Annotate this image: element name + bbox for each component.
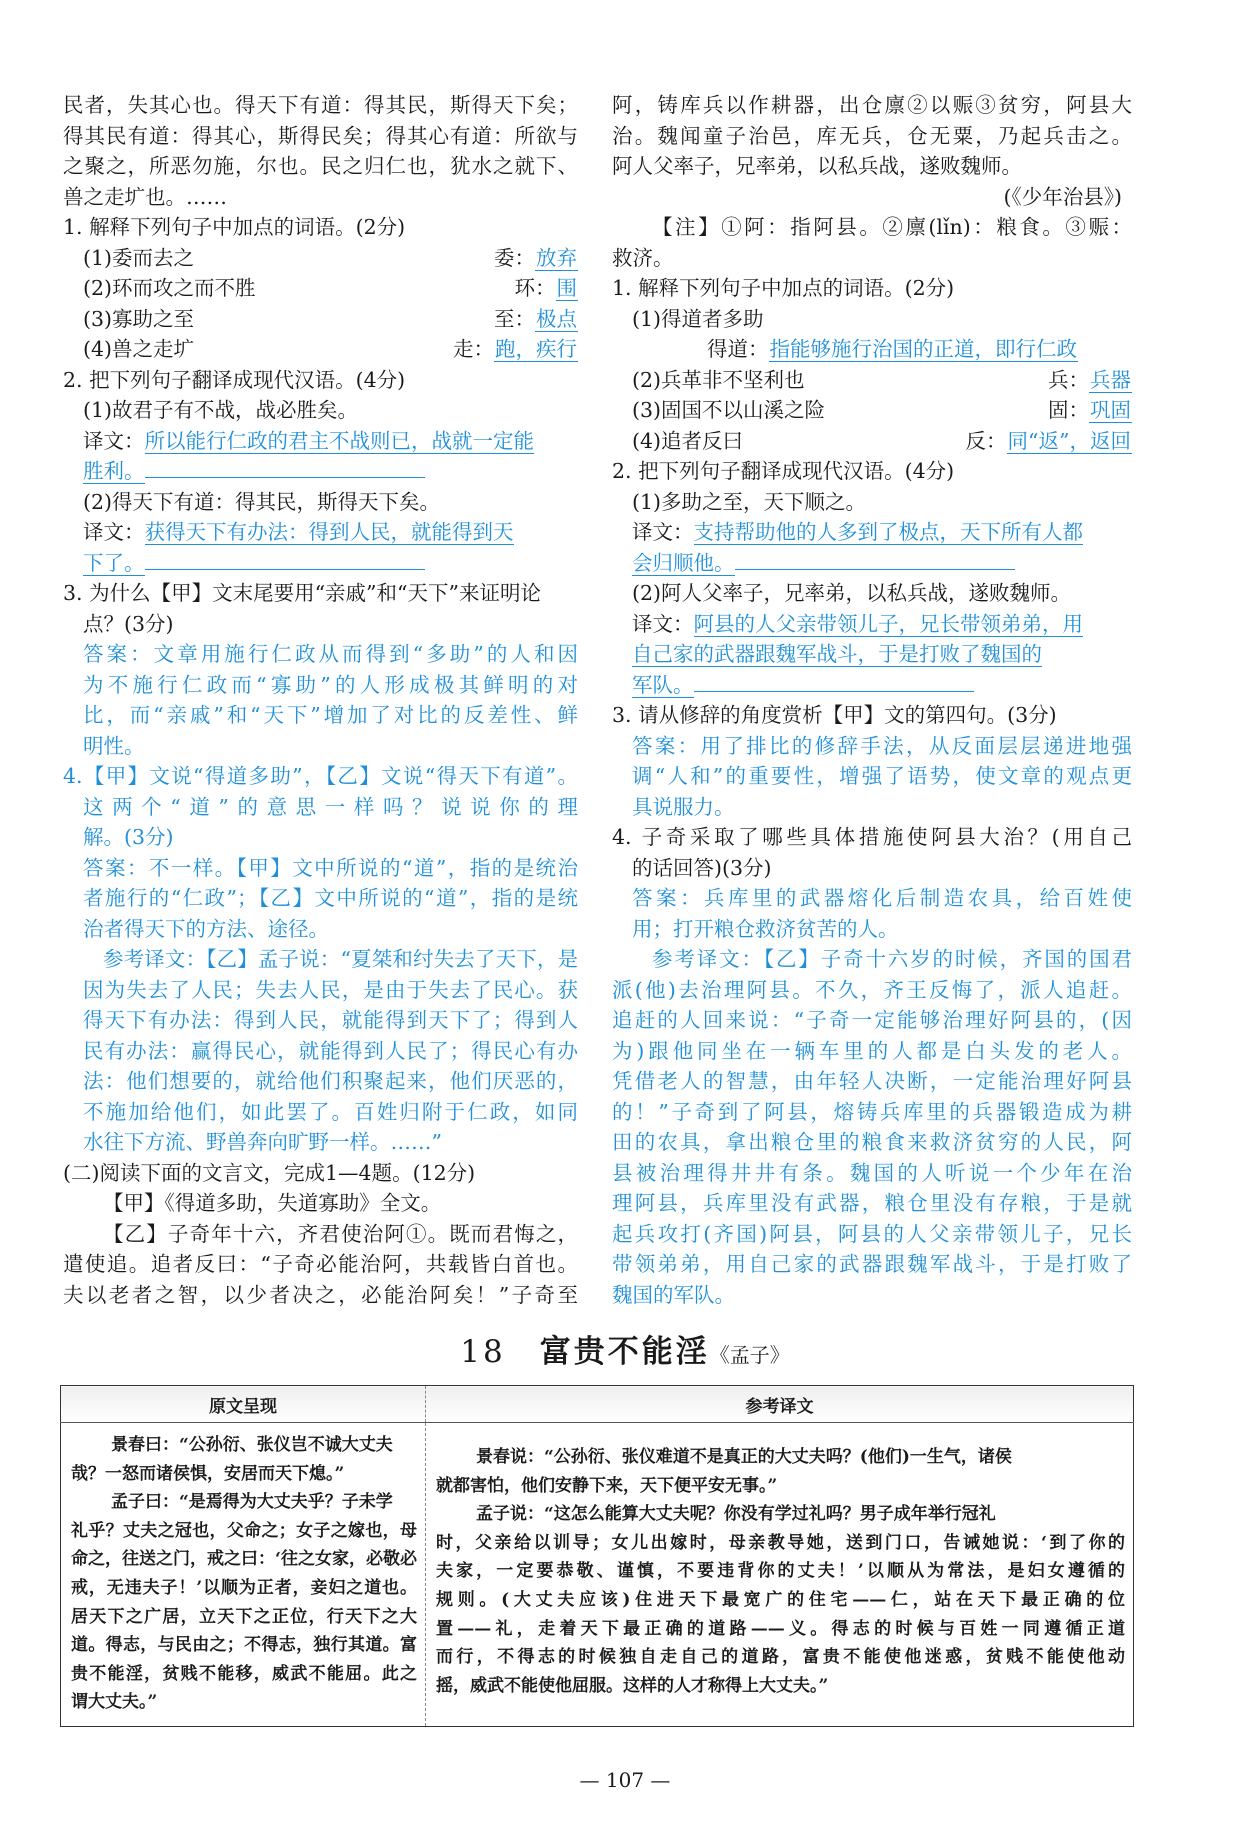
- note-line: 救济。: [612, 245, 674, 270]
- q2-answer-2-cont[interactable]: 军队。: [612, 670, 1132, 701]
- q1-item-1: (1)得道者多助: [632, 306, 764, 331]
- q3-answer-line: 比，而“亲戚”和“天下”增加了对比的反差性、鲜: [83, 703, 578, 727]
- table-line: 景春说：“公孙衍、张仪难道不是真正的大丈夫吗？(他们)一生气，诸侯: [476, 1447, 1012, 1467]
- answer-blank[interactable]: 跑，疾行: [495, 337, 577, 361]
- table-line: 礼乎？丈夫之冠也，父命之；女子之嫁也，母: [71, 1520, 417, 1541]
- q1-item-3: (3)固国不以山溪之险 固：巩固: [632, 398, 1131, 422]
- table-line: 居天下之广居，立天下之正位，行天下之大: [71, 1606, 417, 1627]
- q1-item-2: (2)环而攻之而不胜 环：围: [83, 276, 577, 300]
- table-line: 贵不能淫，贫贱不能移，威武不能屈。此之: [71, 1663, 417, 1684]
- q2-sentence-1: (1)多助之至，天下顺之。: [632, 489, 867, 514]
- table-line: 时，父亲给以训导；女儿出嫁时，母亲教导她，送到门口，告诫她说：‘到了你的: [436, 1532, 1125, 1553]
- q2-answer-2[interactable]: 译文：获得天下有办法：得到人民，就能得到天: [83, 520, 514, 544]
- reference-translation-line: 水往下方流、野兽奔向旷野一样。……”: [83, 1130, 442, 1154]
- question-3-stem: 3. 为什么【甲】文末尾要用“亲戚”和“天下”来证明论: [63, 581, 541, 605]
- reference-translation-line: 不施加给他们，如此罢了。百姓归附于仁政，如同: [83, 1099, 578, 1124]
- question-3-stem-cont: 点？(3分): [83, 611, 174, 636]
- table-header-original: 原文呈现: [61, 1386, 426, 1423]
- q2-answer-1[interactable]: 译文：支持帮助他的人多到了极点，天下所有人都: [632, 520, 1083, 544]
- table-line: 命之，往送之门，戒之曰：‘往之女家，必敬必: [71, 1549, 417, 1570]
- passage-line: 民者，失其心也。得天下有道：得其民，斯得天下矣；: [63, 93, 578, 117]
- q4-answer-line: 用；打开粮仓救济贫苦的人。: [632, 916, 899, 941]
- passage-line: 之聚之，所恶勿施，尔也。民之归仁也，犹水之就下、: [63, 154, 578, 178]
- q2-sentence-2: (2)阿人父率子，兄率弟，以私兵战，遂败魏师。: [632, 581, 1072, 605]
- left-column: [63, 90, 578, 1310]
- question-2-stem: 2. 把下列句子翻译成现代汉语。(4分): [612, 459, 955, 483]
- lesson-name: 富贵不能淫: [539, 1334, 710, 1370]
- q2-sentence-1: (1)故君子有不战，战必胜矣。: [83, 398, 359, 422]
- q4-answer-line: 答案：兵库里的武器熔化后制造农具，给百姓使: [632, 886, 1132, 910]
- passage-line: 阿人父率子，兄率弟，以私兵战，遂败魏师。: [612, 154, 1022, 178]
- q2-answer-1-cont[interactable]: 胜利。: [63, 456, 578, 487]
- table-line: 夫家，一定要恭敬、谨慎，不要违背你的丈夫！’以顺从为常法，是妇女遵循的: [436, 1561, 1125, 1582]
- passage-yi-line: 遣使追。追者反曰：“子奇必能治阿，共载皆白首也。: [63, 1252, 578, 1276]
- translation-text-cell: [426, 1423, 1134, 1727]
- passage-line: 阿，铸库兵以作耕器，出仓廪②以赈③贫穷，阿县大: [612, 93, 1132, 117]
- note-line: 【注】①阿：指阿县。②廪(lǐn)：粮食。③赈：: [652, 215, 1132, 239]
- reference-translation-line: 理阿县，兵库里没有武器，粮仓里没有存粮，于是就: [612, 1191, 1132, 1215]
- table-line: 戒，无违夫子！’以顺为正者，妾妇之道也。: [71, 1577, 417, 1598]
- q1-item-4: (4)兽之走圹 走：跑，疾行: [83, 337, 577, 361]
- q2-answer-2-cont[interactable]: 下了。: [63, 548, 578, 579]
- reference-translation-line: 的！”子奇到了阿县，熔铸兵库里的兵器锻造成为耕: [612, 1099, 1132, 1124]
- question-1-stem: 1. 解释下列句子中加点的词语。(2分): [612, 276, 955, 300]
- q3-answer-line: 明性。: [83, 733, 145, 758]
- table-line: 哉？一怒而诸侯惧，安居而天下熄。”: [71, 1463, 345, 1484]
- q1-item-1: (1)委而去之 委：放弃: [63, 243, 578, 274]
- answer-blank[interactable]: 巩固: [1090, 398, 1131, 422]
- table-line: 摇，威武不能使他屈服。这样的人才称得上大丈夫。”: [436, 1675, 829, 1696]
- reference-translation-line: 参考译文：【乙】子奇十六岁的时候，齐国的国君: [652, 947, 1132, 971]
- page-number: — 107 —: [579, 1768, 671, 1792]
- q4-answer-line: 答案：不一样。【甲】文中所说的“道”，指的是统治: [83, 855, 578, 880]
- reference-translation-line: 县被治理得井井有条。魏国的人听说一个少年在治: [612, 1160, 1132, 1185]
- original-text-cell: [61, 1423, 426, 1727]
- answer-blank[interactable]: 放弃: [536, 245, 577, 270]
- q4-answer-line: 治者得天下的方法、途径。: [83, 916, 329, 941]
- passage-jia: 【甲】《得道多助，失道寡助》全文。: [103, 1191, 442, 1215]
- answer-blank[interactable]: 同“返”，返回: [1007, 428, 1131, 453]
- question-4-stem: 4. 子奇采取了哪些具体措施使阿县大治？(用自己: [612, 825, 1132, 849]
- lesson-source: 《孟子》: [709, 1343, 790, 1367]
- reference-translation-line: 为)跟他同坐在一辆车里的人都是白头发的老人。: [612, 1038, 1132, 1063]
- q2-answer-2-cont[interactable]: 自己家的武器跟魏军战斗，于是打败了魏国的: [632, 642, 1042, 666]
- reference-translation-line: 追赶的人回来说：“子奇一定能够治理好阿县的，(因: [612, 1008, 1132, 1032]
- answer-blank[interactable]: 围: [556, 276, 577, 300]
- table-line: 孟子说：“这怎么能算大丈夫呢？你没有学过礼吗？男子成年举行冠礼: [476, 1504, 996, 1525]
- reference-translation-line: 田的农具，拿出粮仓里的粮食来救济贫穷的人民，阿: [612, 1130, 1132, 1154]
- question-4-stem-cont: 这两个“道”的意思一样吗？说说你的理: [83, 794, 578, 819]
- table-line: 规则。(大丈夫应该)住进天下最宽广的住宅——仁，站在天下最正确的位: [436, 1589, 1125, 1610]
- question-1-stem: 1. 解释下列句子中加点的词语。(2分): [63, 215, 406, 239]
- reference-translation-line: 参考译文：【乙】孟子说：“夏桀和纣失去了天下，是: [103, 947, 578, 971]
- q2-answer-2[interactable]: 译文：阿县的人父亲带领儿子，兄长带领弟弟，用: [632, 611, 1083, 636]
- q2-answer-1-cont[interactable]: 会归顺他。: [612, 548, 1132, 579]
- passage-line: 得其民有道：得其心，斯得民矣；得其心有道：所欲与: [63, 123, 578, 148]
- reference-translation-line: 民有办法：赢得民心，就能得到人民了；得民心有办: [83, 1038, 578, 1063]
- table-line: 道。得志，与民由之；不得志，独行其道。富: [71, 1635, 417, 1656]
- q2-sentence-2: (2)得天下有道：得其民，斯得天下矣。: [83, 489, 441, 514]
- answer-blank[interactable]: 兵器: [1090, 367, 1131, 392]
- table-line: 而行，不得志的时候独自走自己的道路，富贵不能使他迷惑，贫贱不能使他动: [436, 1647, 1125, 1668]
- q3-answer-line: 答案：文章用施行仁政从而得到“多助”的人和因: [83, 642, 578, 666]
- section-2-heading: (二)阅读下面的文言文，完成1—4题。(12分): [63, 1160, 476, 1185]
- reference-translation-line: 得天下有办法：得到人民，就能得到天下了；得到人: [83, 1008, 578, 1032]
- text-comparison-table: [60, 1385, 1134, 1727]
- passage-yi-line: 【乙】子奇年十六，齐君使治阿①。既而君悔之，: [103, 1221, 578, 1246]
- lesson-title: [0, 1326, 1250, 1371]
- q2-answer-1[interactable]: 译文：所以能行仁政的君主不战则已，战就一定能: [83, 428, 534, 453]
- answer-blank[interactable]: 极点: [536, 306, 577, 331]
- q3-answer-line: 具说服力。: [632, 794, 735, 819]
- q1-item-4: (4)追者反曰 反：同“返”，返回: [632, 428, 1131, 453]
- table-line: 置——礼，走着天下最正确的道路——义。得志的时候与百姓一同遵循正道: [436, 1618, 1125, 1639]
- passage-line: 治。魏闻童子治邑，库无兵，仓无粟，乃起兵击之。: [612, 123, 1132, 148]
- lesson-number: 18: [460, 1334, 506, 1370]
- passage-source: (《少年治县》): [1003, 184, 1122, 209]
- passage-yi-line: 夫以老者之智，以少者决之，必能治阿矣！”子奇至: [63, 1282, 578, 1307]
- q4-answer-line: 者施行的“仁政”；【乙】文中所说的“道”，指的是统: [83, 886, 578, 910]
- reference-translation-line: 魏国的军队。: [612, 1282, 735, 1307]
- reference-translation-line: 凭借老人的智慧，由年轻人决断，一定能治理好阿县: [612, 1069, 1132, 1093]
- q3-answer-line: 为不施行仁政而“寡助”的人形成极其鲜明的对: [83, 672, 578, 697]
- passage-line: 兽之走圹也。……: [63, 184, 227, 209]
- q1-item-1-answer[interactable]: 得道：指能够施行治国的正道，即行仁政: [707, 337, 1077, 361]
- table-line: 谓大丈夫。”: [71, 1692, 158, 1713]
- question-4-stem-cont: 的话回答)(3分): [632, 855, 772, 880]
- table-line: 孟子曰：“是焉得为大丈夫乎？子未学: [111, 1492, 393, 1513]
- table-header-translation: 参考译文: [426, 1386, 1134, 1423]
- reference-translation-line: 法：他们想要的，就给他们积聚起来，他们厌恶的，: [83, 1069, 578, 1093]
- q1-item-3: (3)寡助之至 至：极点: [83, 306, 577, 331]
- question-4-stem-cont: 解。(3分): [83, 825, 174, 849]
- question-3-stem: 3. 请从修辞的角度赏析【甲】文的第四句。(3分): [612, 703, 1057, 727]
- reference-translation-line: 派(他)去治理阿县。不久，齐王反悔了，派人追赶。: [612, 977, 1132, 1002]
- question-4-stem: 4.【甲】文说“得道多助”，【乙】文说“得天下有道”。: [63, 764, 578, 788]
- reference-translation-line: 起兵攻打(齐国)阿县，阿县的人父亲带领儿子，兄长: [612, 1221, 1132, 1246]
- right-column: [612, 90, 1132, 1310]
- q3-answer-line: 调“人和”的重要性，增强了语势，使文章的观点更: [632, 764, 1132, 788]
- q1-item-sentence: (1)委而去之: [83, 245, 195, 270]
- reference-translation-line: 因为失去了人民；失去人民，是由于失去了民心。获: [83, 977, 578, 1002]
- question-2-stem: 2. 把下列句子翻译成现代汉语。(4分): [63, 367, 406, 392]
- q3-answer-line: 答案：用了排比的修辞手法，从反面层层递进地强: [632, 733, 1132, 758]
- table-line: 景春曰：“公孙衍、张仪岂不诚大丈夫: [111, 1435, 393, 1455]
- reference-translation-line: 带领弟弟，用自己家的武器跟魏军战斗，于是打败了: [612, 1252, 1132, 1276]
- answer-blank: 指能够施行治国的正道，即行仁政: [769, 337, 1077, 361]
- q1-item-2: (2)兵革非不坚利也 兵：兵器: [632, 367, 1131, 392]
- table-line: 就都害怕，他们安静下来，天下便平安无事。”: [436, 1475, 778, 1496]
